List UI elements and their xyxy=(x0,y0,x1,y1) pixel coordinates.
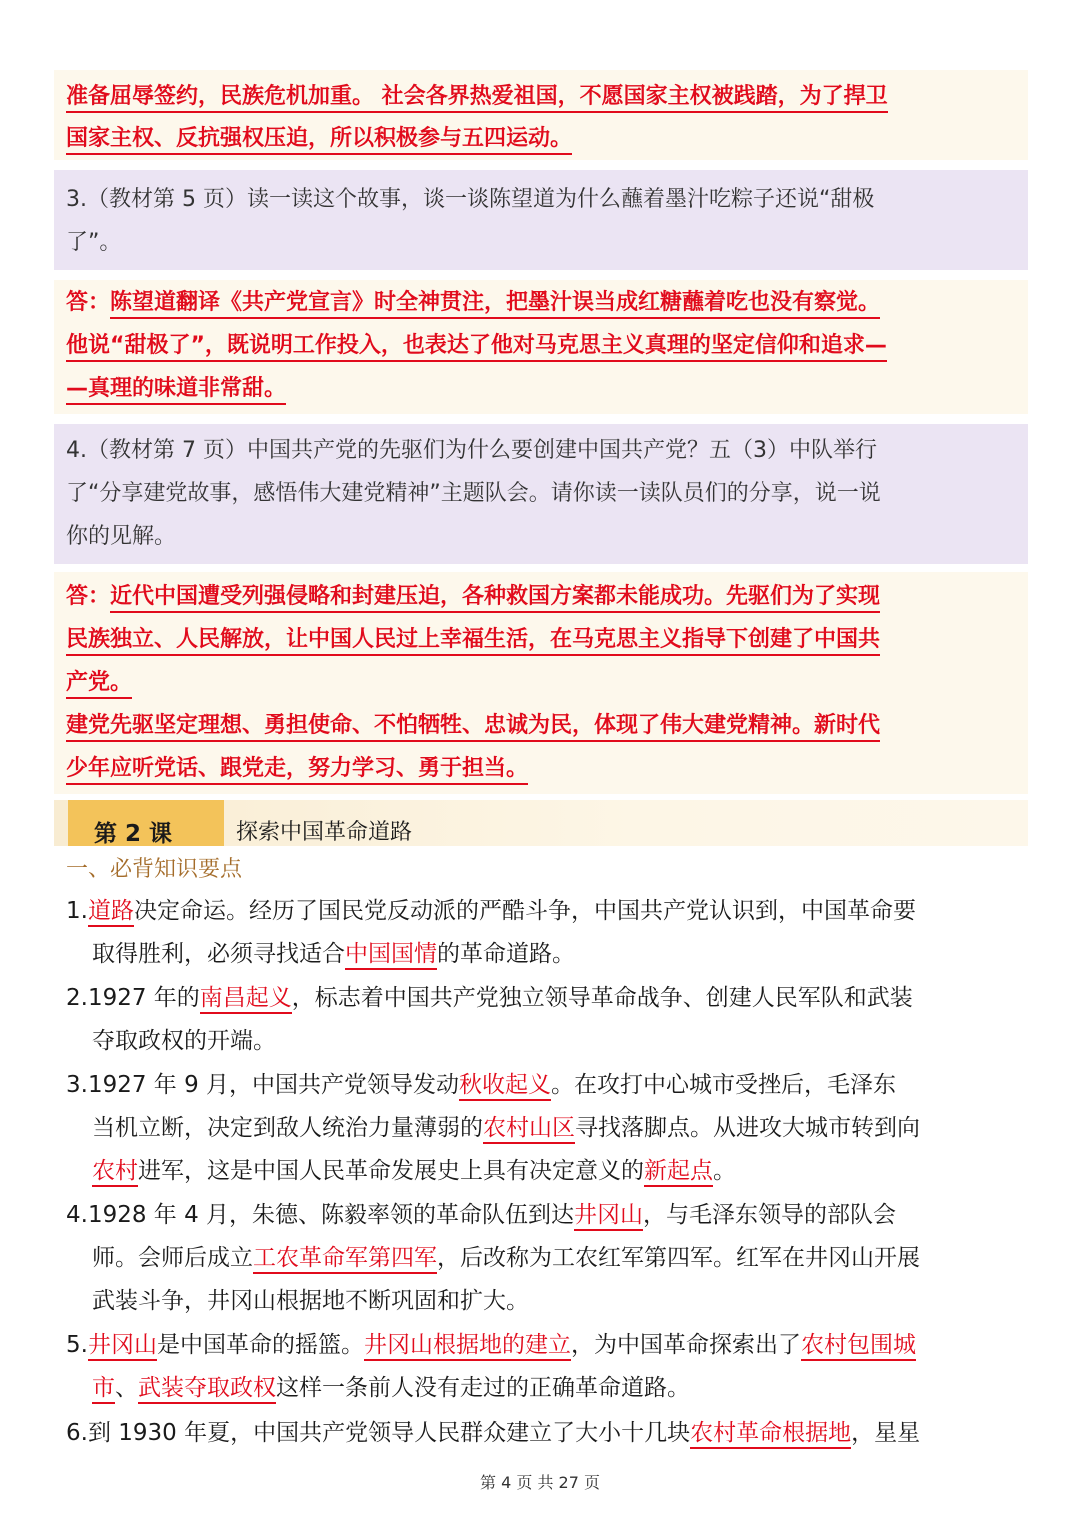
question-line: 3.（教材第 5 页）读一读这个故事，谈一谈陈望道为什么蘸着墨汁吃粽子还说“甜极 xyxy=(66,187,875,212)
answer-line: —真理的味道非常甜。 xyxy=(66,374,286,404)
answer-line: 他说“甜极了”，既说明工作投入，也表达了他对马克思主义真理的坚定信仰和追求— xyxy=(66,331,887,361)
knowledge-point-4-cont: 武装斗争，井冈山根据地不断巩固和扩大。 xyxy=(92,1288,529,1314)
keyword: 农村山区 xyxy=(483,1115,575,1144)
keyword: 井冈山 xyxy=(88,1332,157,1361)
knowledge-point-3: 3.1927 年 9 月，中国共产党领导发动秋收起义。在攻打中心城市受挫后，毛泽东 xyxy=(66,1070,896,1100)
answer-line: 准备屈辱签约，民族危机加重。 社会各界热爱祖国，不愿国家主权被践踏，为了捍卫 xyxy=(66,82,888,112)
knowledge-point-6: 6.到 1930 年夏，中国共产党领导人民群众建立了大小十几块农村革命根据地，星星 xyxy=(66,1418,920,1448)
keyword: 中国国情 xyxy=(345,941,437,970)
keyword: 井冈山 xyxy=(574,1202,643,1231)
keyword: 农村包围城 xyxy=(801,1332,916,1361)
answer-line: 产党。 xyxy=(66,668,132,698)
lesson-number: 第 2 课 xyxy=(94,821,173,847)
knowledge-point-5-cont: 市、武装夺取政权这样一条前人没有走过的正确革命道路。 xyxy=(92,1373,690,1403)
keyword: 武装夺取政权 xyxy=(138,1375,276,1404)
keyword: 道路 xyxy=(88,898,134,927)
answer-line: 民族独立、人民解放，让中国人民过上幸福生活，在马克思主义指导下创建了中国共 xyxy=(66,625,880,655)
knowledge-point-3-cont: 当机立断，决定到敌人统治力量薄弱的农村山区寻找落脚点。从进攻大城市转到向 xyxy=(92,1113,920,1143)
knowledge-point-5: 5.井冈山是中国革命的摇篮。井冈山根据地的建立，为中国革命探索出了农村包围城 xyxy=(66,1330,916,1360)
knowledge-point-4: 4.1928 年 4 月，朱德、陈毅率领的革命队伍到达井冈山，与毛泽东领导的部队会 xyxy=(66,1200,896,1230)
keyword: 秋收起义 xyxy=(459,1072,551,1101)
answer-prefix: 答： xyxy=(66,584,111,609)
question-line: 了“分享建党故事，感悟伟大建党精神”主题队会。请你读一读队员们的分享，说一说 xyxy=(66,481,881,506)
knowledge-point-3-cont: 农村进军，这是中国人民革命发展史上具有决定意义的新起点。 xyxy=(92,1156,736,1186)
keyword: 市 xyxy=(92,1375,115,1404)
section-title: 一、必背知识要点 xyxy=(66,857,243,882)
page-footer: 第 4 页 共 27 页 xyxy=(480,1473,600,1492)
keyword: 农村 xyxy=(92,1158,138,1187)
keyword: 南昌起义 xyxy=(200,985,292,1014)
question-line: 4.（教材第 7 页）中国共产党的先驱们为什么要创建中国共产党？五（3）中队举行 xyxy=(66,438,877,463)
knowledge-point-2-cont: 夺取政权的开端。 xyxy=(92,1028,276,1054)
keyword: 工农革命军第四军 xyxy=(253,1245,437,1274)
answer-line: 少年应听党话、跟党走，努力学习、勇于担当。 xyxy=(66,754,528,784)
keyword: 农村革命根据地 xyxy=(690,1420,851,1449)
answer-line: 国家主权、反抗强权压迫，所以积极参与五四运动。 xyxy=(66,124,572,154)
answer-line: 答：陈望道翻译《共产党宣言》时全神贯注，把墨汁误当成红糖蘸着吃也没有察觉。 xyxy=(66,288,880,318)
knowledge-point-2: 2.1927 年的南昌起义，标志着中国共产党独立领导革命战争、创建人民军队和武装 xyxy=(66,983,913,1013)
answer-prefix: 答： xyxy=(66,290,111,315)
knowledge-point-1-cont: 取得胜利，必须寻找适合中国国情的革命道路。 xyxy=(92,939,575,969)
knowledge-point-4-cont: 师。会师后成立工农革命军第四军，后改称为工农红军第四军。红军在井冈山开展 xyxy=(92,1243,920,1273)
knowledge-point-1: 1.道路决定命运。经历了国民党反动派的严酷斗争，中国共产党认识到，中国革命要 xyxy=(66,896,916,926)
answer-line: 建党先驱坚定理想、勇担使命、不怕牺牲、忠诚为民，体现了伟大建党精神。新时代 xyxy=(66,711,880,741)
answer-line: 答：近代中国遭受列强侵略和封建压迫，各种救国方案都未能成功。先驱们为了实现 xyxy=(66,582,880,612)
keyword: 井冈山根据地的建立 xyxy=(364,1332,571,1361)
question-line: 你的见解。 xyxy=(66,524,177,549)
keyword: 新起点 xyxy=(644,1158,713,1187)
lesson-title: 探索中国革命道路 xyxy=(236,820,413,845)
question-line: 了”。 xyxy=(66,230,122,255)
